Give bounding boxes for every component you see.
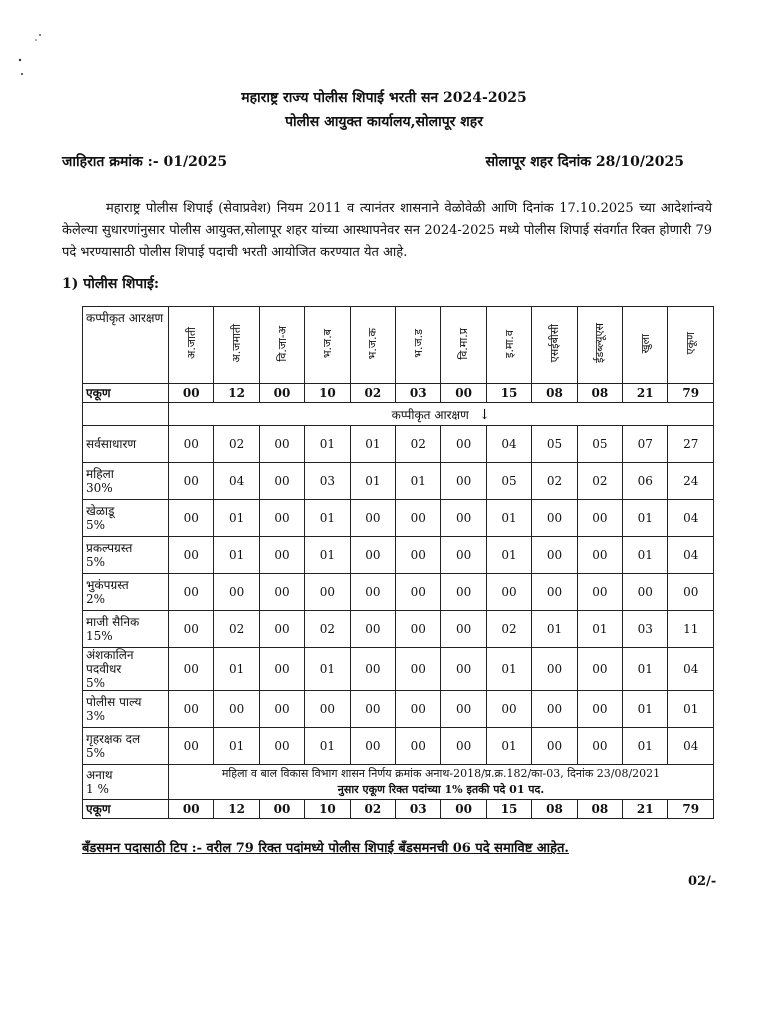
total-cell: 08 xyxy=(577,384,622,403)
bottom-total-cell: 00 xyxy=(441,800,486,819)
table-row xyxy=(83,574,714,611)
total-cell: 02 xyxy=(350,384,395,403)
table-cell: 01 xyxy=(623,691,668,728)
totals-row xyxy=(83,384,714,403)
table-row xyxy=(83,500,714,537)
table-cell: 01 xyxy=(305,426,350,463)
bottom-total-cell: 79 xyxy=(668,800,714,819)
table-cell: 04 xyxy=(668,537,714,574)
table-cell: 02 xyxy=(214,611,259,648)
table-cell: 03 xyxy=(305,463,350,500)
table-cell: 03 xyxy=(623,611,668,648)
column-header-label: इ.मा.व xyxy=(502,329,516,358)
table-cell: 00 xyxy=(169,611,214,648)
table-cell: 01 xyxy=(305,537,350,574)
table-cell: 04 xyxy=(668,728,714,765)
column-header xyxy=(305,307,350,384)
column-header-label: ईडब्ल्यूएस xyxy=(593,323,607,364)
table-cell: 00 xyxy=(350,611,395,648)
table-cell: 00 xyxy=(577,537,622,574)
table-cell: 00 xyxy=(169,463,214,500)
table-cell: 02 xyxy=(577,463,622,500)
column-header xyxy=(259,307,304,384)
table-cell: 05 xyxy=(577,426,622,463)
table-cell: 00 xyxy=(169,574,214,611)
table-cell: 11 xyxy=(668,611,714,648)
column-header-label: एसईबीसी xyxy=(547,324,561,363)
table-cell: 06 xyxy=(623,463,668,500)
table-cell: 00 xyxy=(577,574,622,611)
anath-note: महिला व बाल विकास विभाग शासन निर्णय क्रमांक अनाथ-2018/प्र.क्र.182/का-03, दिनांक 23/08/2021 नुसार एकूण रिक्त पदांच्या 1% इतकी पदे 01 पद. xyxy=(169,765,714,800)
bottom-total-cell: 03 xyxy=(396,800,441,819)
intro-paragraph: महाराष्ट्र पोलीस शिपाई (सेवाप्रवेश) नियम 2011 व त्यानंतर शासनाने वेळोवेळी आणि दिनांक 17.10.2025 च्या आदेशांन्वये केलेल्या सुधारणांनुसार पोलीस आयुक्त,सोलापूर शहर यांच्या आस्थापनेवर सन 2024-2025 मध्ये पोलीस शिपाई संवर्गात रिक्त होणारी 79 पदे भरण्यासाठी पोलीस शिपाई पदाची भरती आयोजित करण्यात येत आहे. xyxy=(62,201,712,260)
column-header xyxy=(169,307,214,384)
banner-label: कप्पीकृत आरक्षण xyxy=(391,407,469,422)
anath-label: अनाथ 1 % xyxy=(83,765,169,800)
table-cell: 01 xyxy=(214,728,259,765)
bottom-totals-row xyxy=(83,800,714,819)
column-header xyxy=(623,307,668,384)
table-cell: 00 xyxy=(396,728,441,765)
table-cell: 01 xyxy=(486,500,531,537)
table-cell: 01 xyxy=(305,500,350,537)
table-cell: 00 xyxy=(441,648,486,691)
table-cell: 00 xyxy=(577,500,622,537)
table-cell: 01 xyxy=(350,426,395,463)
column-header xyxy=(668,307,714,384)
table-cell: 00 xyxy=(259,426,304,463)
column-header xyxy=(350,307,395,384)
bandsman-note: बॅंडसमन पदासाठी टिप :- वरील 79 रिक्त पदांमध्ये पोलीस शिपाई बॅंडसमनची 06 पदे समाविष्ट आहेत. xyxy=(82,841,569,856)
table-cell: 01 xyxy=(623,537,668,574)
table-cell: 00 xyxy=(259,537,304,574)
bottom-total-cell: 15 xyxy=(486,800,531,819)
data-rows xyxy=(83,426,714,765)
table-cell: 01 xyxy=(532,611,577,648)
table-cell: 00 xyxy=(350,648,395,691)
banner-cell xyxy=(169,403,714,426)
column-header-label: वि.मा.प्र xyxy=(457,327,471,360)
column-header xyxy=(396,307,441,384)
vacancy-table xyxy=(82,306,714,819)
table-cell: 02 xyxy=(532,463,577,500)
table-cell: 00 xyxy=(169,648,214,691)
bottom-total-cell: 12 xyxy=(214,800,259,819)
bottom-total-cell: 00 xyxy=(259,800,304,819)
table-cell: 00 xyxy=(532,537,577,574)
table-cell: 00 xyxy=(305,574,350,611)
table-row xyxy=(83,648,714,691)
column-header-label: अ.जाती xyxy=(184,327,198,360)
table-cell: 00 xyxy=(577,648,622,691)
table-cell: 00 xyxy=(441,691,486,728)
table-cell: 00 xyxy=(668,574,714,611)
bottom-total-cell: 02 xyxy=(350,800,395,819)
anath-row xyxy=(83,765,714,800)
table-cell: 00 xyxy=(623,574,668,611)
table-cell: 00 xyxy=(486,691,531,728)
table-cell: 00 xyxy=(532,648,577,691)
table-cell: 01 xyxy=(396,463,441,500)
table-cell: 00 xyxy=(350,537,395,574)
column-header xyxy=(577,307,622,384)
table-row xyxy=(83,463,714,500)
row-label: पोलीस पाल्य 3% xyxy=(83,691,169,728)
total-cell: 15 xyxy=(486,384,531,403)
table-row xyxy=(83,537,714,574)
table-cell: 00 xyxy=(441,426,486,463)
table-cell: 00 xyxy=(169,691,214,728)
total-label: एकूण xyxy=(83,384,169,403)
column-header-label: भ.ज.ब xyxy=(320,328,334,359)
table-cell: 27 xyxy=(668,426,714,463)
table-cell: 00 xyxy=(396,574,441,611)
table-cell: 01 xyxy=(623,728,668,765)
table-cell: 00 xyxy=(441,574,486,611)
table-cell: 02 xyxy=(396,426,441,463)
table-cell: 00 xyxy=(259,691,304,728)
column-header xyxy=(214,307,259,384)
table-cell: 00 xyxy=(441,463,486,500)
table-cell: 00 xyxy=(532,728,577,765)
column-header-label: अ.जमाती xyxy=(230,324,244,363)
corner-label: कप्पीकृत आरक्षण xyxy=(83,307,169,384)
table-cell: 01 xyxy=(623,500,668,537)
column-header xyxy=(532,307,577,384)
table-cell: 01 xyxy=(486,648,531,691)
table-cell: 04 xyxy=(214,463,259,500)
table-row xyxy=(83,611,714,648)
table-cell: 00 xyxy=(169,426,214,463)
table-cell: 01 xyxy=(305,728,350,765)
table-cell: 07 xyxy=(623,426,668,463)
bottom-total-cell: 10 xyxy=(305,800,350,819)
row-label: प्रकल्पग्रस्त 5% xyxy=(83,537,169,574)
table-cell: 01 xyxy=(214,537,259,574)
table-cell: 01 xyxy=(486,537,531,574)
table-cell: 00 xyxy=(350,691,395,728)
table-cell: 04 xyxy=(668,500,714,537)
total-cell: 10 xyxy=(305,384,350,403)
table-cell: 00 xyxy=(441,611,486,648)
scan-specks xyxy=(10,30,50,90)
table-row xyxy=(83,426,714,463)
down-arrow-icon: ↓ xyxy=(478,406,491,423)
table-cell: 01 xyxy=(668,691,714,728)
table-cell: 24 xyxy=(668,463,714,500)
banner-row xyxy=(83,403,714,426)
table-cell: 00 xyxy=(350,728,395,765)
table-cell: 04 xyxy=(486,426,531,463)
total-cell: 79 xyxy=(668,384,714,403)
row-label: माजी सैनिक 15% xyxy=(83,611,169,648)
table-cell: 00 xyxy=(577,728,622,765)
row-label: अंशकालिन पदवीधर 5% xyxy=(83,648,169,691)
table-cell: 00 xyxy=(396,611,441,648)
bottom-total-cell: 08 xyxy=(577,800,622,819)
table-header-row xyxy=(83,307,714,384)
table-cell: 00 xyxy=(259,500,304,537)
table-cell: 00 xyxy=(169,728,214,765)
column-header-label: भ.ज.ड xyxy=(411,329,425,358)
bottom-total-cell: 08 xyxy=(532,800,577,819)
table-cell: 00 xyxy=(259,463,304,500)
table-cell: 02 xyxy=(214,426,259,463)
row-label: गृहरक्षक दल 5% xyxy=(83,728,169,765)
table-cell: 00 xyxy=(259,611,304,648)
table-cell: 00 xyxy=(486,574,531,611)
total-cell: 12 xyxy=(214,384,259,403)
table-cell: 00 xyxy=(577,691,622,728)
place-date: सोलापूर शहर दिनांक 28/10/2025 xyxy=(485,154,684,170)
row-label: भुकंपग्रस्त 2% xyxy=(83,574,169,611)
table-cell: 00 xyxy=(441,500,486,537)
table-cell: 00 xyxy=(441,537,486,574)
row-label: खेळाडू 5% xyxy=(83,500,169,537)
column-header xyxy=(441,307,486,384)
table-cell: 00 xyxy=(214,574,259,611)
column-header-label: एकूण xyxy=(684,332,698,355)
bottom-total-cell: 21 xyxy=(623,800,668,819)
table-cell: 00 xyxy=(396,648,441,691)
office-title: पोलीस आयुक्त कार्यालय,सोलापूर शहर xyxy=(285,114,483,130)
table-cell: 05 xyxy=(532,426,577,463)
row-label: महिला 30% xyxy=(83,463,169,500)
column-header-label: खुला xyxy=(638,333,652,354)
table-cell: 00 xyxy=(441,728,486,765)
table-cell: 01 xyxy=(350,463,395,500)
table-cell: 01 xyxy=(305,648,350,691)
table-row xyxy=(83,691,714,728)
table-cell: 01 xyxy=(623,648,668,691)
table-cell: 02 xyxy=(486,611,531,648)
column-header xyxy=(486,307,531,384)
table-cell: 00 xyxy=(350,574,395,611)
table-cell: 00 xyxy=(532,500,577,537)
total-cell: 00 xyxy=(259,384,304,403)
table-cell: 00 xyxy=(396,500,441,537)
column-header-label: वि.जा-अ xyxy=(275,325,289,362)
bottom-total-label: एकूण xyxy=(83,800,169,819)
column-header-label: भ.ज.क xyxy=(366,327,380,360)
table-cell: 00 xyxy=(532,574,577,611)
total-cell: 21 xyxy=(623,384,668,403)
table-cell: 00 xyxy=(396,537,441,574)
total-cell: 08 xyxy=(532,384,577,403)
table-cell: 00 xyxy=(169,537,214,574)
bottom-total-cell: 00 xyxy=(169,800,214,819)
table-cell: 00 xyxy=(214,691,259,728)
total-cell: 00 xyxy=(169,384,214,403)
table-cell: 00 xyxy=(305,691,350,728)
advertisement-number: जाहिरात क्रमांक :- 01/2025 xyxy=(62,154,228,170)
table-cell: 00 xyxy=(350,500,395,537)
table-cell: 01 xyxy=(214,500,259,537)
table-cell: 01 xyxy=(577,611,622,648)
table-cell: 01 xyxy=(486,728,531,765)
total-cell: 00 xyxy=(441,384,486,403)
table-cell: 00 xyxy=(259,648,304,691)
table-cell: 00 xyxy=(169,500,214,537)
table-cell: 00 xyxy=(259,574,304,611)
table-row xyxy=(83,728,714,765)
document-title: महाराष्ट्र राज्य पोलीस शिपाई भरती सन 2024-2025 xyxy=(241,90,527,106)
table-cell: 04 xyxy=(668,648,714,691)
table-cell: 00 xyxy=(532,691,577,728)
table-cell: 00 xyxy=(259,728,304,765)
table-cell: 05 xyxy=(486,463,531,500)
row-label: सर्वसाधारण xyxy=(83,426,169,463)
total-cell: 03 xyxy=(396,384,441,403)
table-cell: 00 xyxy=(396,691,441,728)
table-cell: 01 xyxy=(214,648,259,691)
table-cell: 02 xyxy=(305,611,350,648)
page-reference: 02/- xyxy=(688,874,717,889)
section-title: 1) पोलीस शिपाई: xyxy=(62,276,160,292)
